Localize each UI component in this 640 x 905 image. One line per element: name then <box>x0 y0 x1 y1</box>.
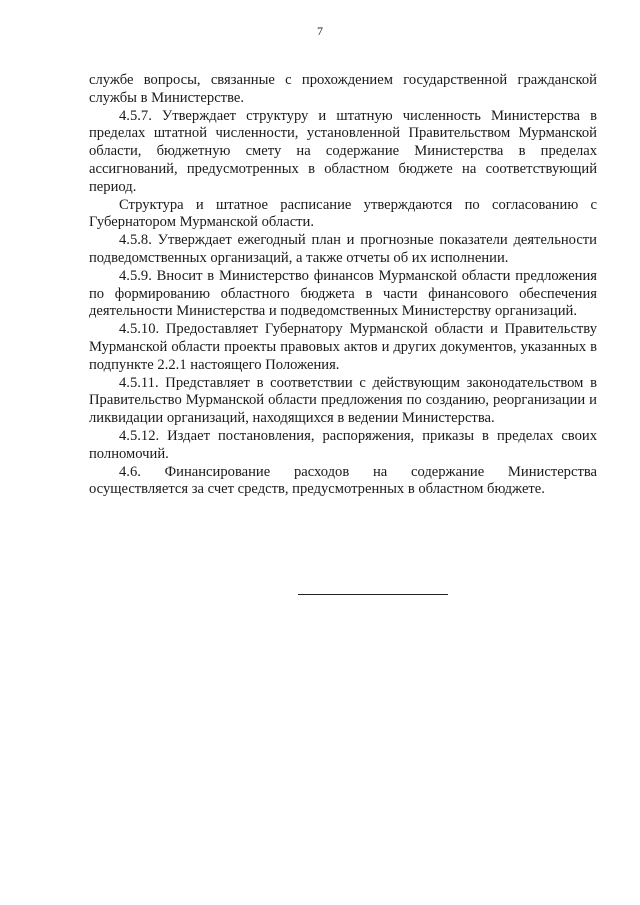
paragraph-continuation: службе вопросы, связанные с прохождением государственной гражданской службы в Министерстве. <box>89 72 597 106</box>
page-number: 7 <box>317 24 323 38</box>
paragraph-4-5-9: 4.5.9. Вносит в Министерство финансов Мурманской области предложения по формированию областного бюджета в части финансового обеспечения деятельности Министерства и подведомственных Министерству организаций. <box>89 267 597 320</box>
paragraph-4-5-7: 4.5.7. Утверждает структуру и штатную численность Министерства в пределах штатной численности, установленной Правительством Мурманской области, бюджетную смету на содержание Министерства в пределах ассигнований, предусмотренных в областном бюджете на соответствующий период. <box>89 107 597 195</box>
paragraph-4-5-12: 4.5.12. Издает постановления, распоряжения, приказы в пределах своих полномочий. <box>89 427 597 462</box>
paragraph-4-5-8: 4.5.8. Утверждает ежегодный план и прогнозные показатели деятельности подведомственных организаций, а также отчеты об их исполнении. <box>89 232 597 266</box>
paragraph-structure-approval: Структура и штатное расписание утверждаются по согласованию с Губернатором Мурманской области. <box>89 196 597 231</box>
paragraph-4-5-10: 4.5.10. Предоставляет Губернатору Мурманской области и Правительству Мурманской области проекты правовых актов и других документов, указанных в подпункте 2.2.1 настоящего Положения. <box>89 321 597 373</box>
end-of-document-rule <box>298 594 448 595</box>
document-body <box>89 72 597 499</box>
paragraph-4-6: 4.6. Финансирование расходов на содержание Министерства осуществляется за счет средств, предусмотренных в областном бюджете. <box>89 463 597 498</box>
paragraph-4-5-11: 4.5.11. Представляет в соответствии с действующим законодательством в Правительство Мурманской области предложения по созданию, реорганизации и ликвидации организаций, находящихся в ведении Министерства. <box>89 374 597 427</box>
